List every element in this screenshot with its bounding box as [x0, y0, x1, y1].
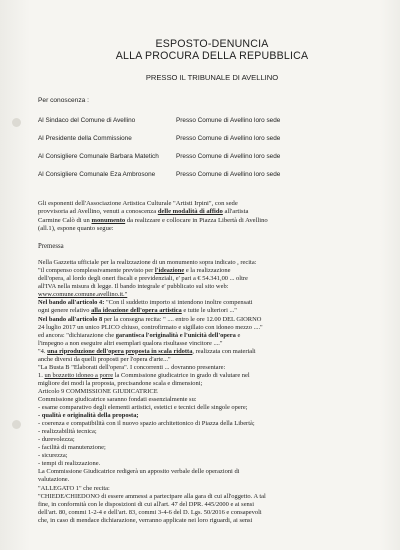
- per-conoscenza-label: Per conoscenza :: [38, 97, 89, 104]
- recipient-name: Al Consigliere Comunale Eza Ambrosone: [38, 171, 156, 178]
- body-line: valutazione.: [38, 476, 70, 484]
- recipient-address: Presso Comune di Avellino loro sede: [176, 117, 281, 124]
- intro-paragraph: [38, 200, 386, 233]
- recipient-row: [38, 117, 386, 124]
- recipient-address: Presso Comune di Avellino loro sede: [176, 135, 281, 142]
- body-line: Commissione giudicatrice saranno fondati essenzialmente su:: [38, 395, 197, 403]
- body-line: "CHIEDE/CHIEDONO di essere ammessi a partecipare alla gara di cui all'oggetto. A tal: [38, 492, 266, 500]
- body-line: Nel bando all'articolo 8 per la consegna recita: " .... entro le ore 12.00 DEL GIORNO: [38, 315, 262, 323]
- recipient-list: [38, 117, 386, 178]
- criteria-item: - durevolezza;: [38, 436, 75, 444]
- criteria-item: - realizzabilità tecnica;: [38, 428, 97, 436]
- body-line: "La Busta B "Elaborati dell'opera". I concorrenti ... dovranno presentare:: [38, 363, 226, 371]
- intro-line: Carmine Calò di un monumento da realizzare e collocare in Piazza Libertà di Avellino: [38, 216, 268, 224]
- subtitle: PRESSO IL TRIBUNALE DI AVELLINO: [145, 73, 279, 82]
- criteria-item: - sicurezza;: [38, 452, 68, 460]
- body-line: all'IVA nella misura di legge. Il bando integrale e' pubblicato sul sito web:: [38, 283, 229, 291]
- recipient-name: Al Consigliere Comunale Barbara Matetich: [38, 153, 159, 160]
- recipient-row: [38, 153, 386, 160]
- body-line: dell'opera, al lordo degli oneri fiscali e previdenziali, e' pari a € 54.341,00 ... oltre: [38, 275, 248, 283]
- intro-line: Gli esponenti dell'Associazione Artistica Culturale "Artisti Irpini", con sede: [38, 200, 238, 207]
- body-line: "4. una riproduzione dell'opera proposta in scala ridotta, realizzata con materiali: [38, 347, 256, 355]
- body-line: dell'art. 80, commi 1-2-4 e dell'art. 83, commi 3-4-6 del D. Lgs. 50/2016 e consapevoli: [38, 508, 262, 516]
- website-link[interactable]: www.comune.comune.avellino.it.": [38, 291, 128, 299]
- body-line: Nel bando all'articolo 4: "Con il suddetto importo si intendono inoltre compensati: [38, 299, 253, 307]
- criteria-item: - coerenza e compatibilità con il nuovo spazio architettonico di Piazza della Libertà;: [38, 420, 255, 428]
- body-line: La Commissione Giudicatrice redigerà un apposito verbale delle operazioni di: [38, 468, 240, 476]
- document-header: [38, 0, 386, 82]
- body-line: "ALLEGATO 1" che recita:: [38, 484, 110, 492]
- recipient-name: Al Sindaco del Comune di Avellino: [38, 117, 136, 124]
- body-line: 24 luglio 2017 un unico PLICO chiuso, controfirmato e sigillato con idoneo mezzo ....": [38, 323, 263, 331]
- recipient-row: [38, 135, 386, 142]
- body-line: anche diversi da quelli proposti per l'opera d'arte...": [38, 355, 171, 363]
- body-text: [38, 259, 386, 525]
- body-line: ogni genere relativo alla ideazione dell'opera artistica e tutte le ulteriori ...": [38, 307, 237, 315]
- recipient-name: Al Presidente della Commissione: [38, 135, 132, 142]
- title-line-1: ESPOSTO-DENUNCIA: [155, 38, 269, 50]
- criteria-item: - qualità e originalità della proposta;: [38, 412, 139, 420]
- intro-line: (all.1), espone quanto segue:: [38, 224, 114, 232]
- body-line: Nella Gazzetta ufficiale per la realizzazione di un monumento sopra indicato , recita:: [38, 259, 257, 267]
- recipient-row: [38, 171, 386, 178]
- binder-hole: [12, 118, 21, 127]
- body-line: migliore dei modi la proposta, precisandone scala e dimensioni;: [38, 379, 203, 387]
- criteria-item: - tempi di realizzazione.: [38, 460, 101, 468]
- section-heading-premessa: Premessa: [38, 243, 64, 251]
- intro-line: provvisoria ad Avellino, venuti a conoscenza delle modalità di affido all'artista: [38, 208, 249, 216]
- body-line: Articolo 9 COMMISSIONE GIUDICATRICE: [38, 387, 158, 395]
- recipient-address: Presso Comune di Avellino loro sede: [176, 171, 281, 178]
- title-line-2: ALLA PROCURA DELLA REPUBBLICA: [115, 50, 309, 62]
- body-line: ed ancora: "dichiarazione che garantisca l'originalità e l'unicità dell'opera e: [38, 331, 241, 339]
- criteria-item: - esame comparativo degli elementi artistici, estetici e tecnici delle singole opere;: [38, 404, 248, 412]
- binder-hole: [12, 420, 21, 429]
- body-line: fine, in conformità con le disposizioni di cui all'art. 47 del DPR. 445/2000 e ai sensi: [38, 500, 255, 508]
- recipient-address: Presso Comune di Avellino loro sede: [176, 153, 281, 160]
- body-line: che, in caso di mendace dichiarazione, verranno applicate nei loro riguardi, ai sensi: [38, 516, 253, 524]
- body-line: "il compenso complessivamente previsto per l'ideazione e la realizzazione: [38, 267, 231, 275]
- body-line: l'impegno a non eseguire altri esemplari qualora risultasse vincitore ....": [38, 339, 223, 347]
- criteria-item: - facilità di manutenzione;: [38, 444, 106, 452]
- body-line: 1. un bozzetto idoneo a porre la Commissione giudicatrice in grado di valutare nel: [38, 371, 250, 379]
